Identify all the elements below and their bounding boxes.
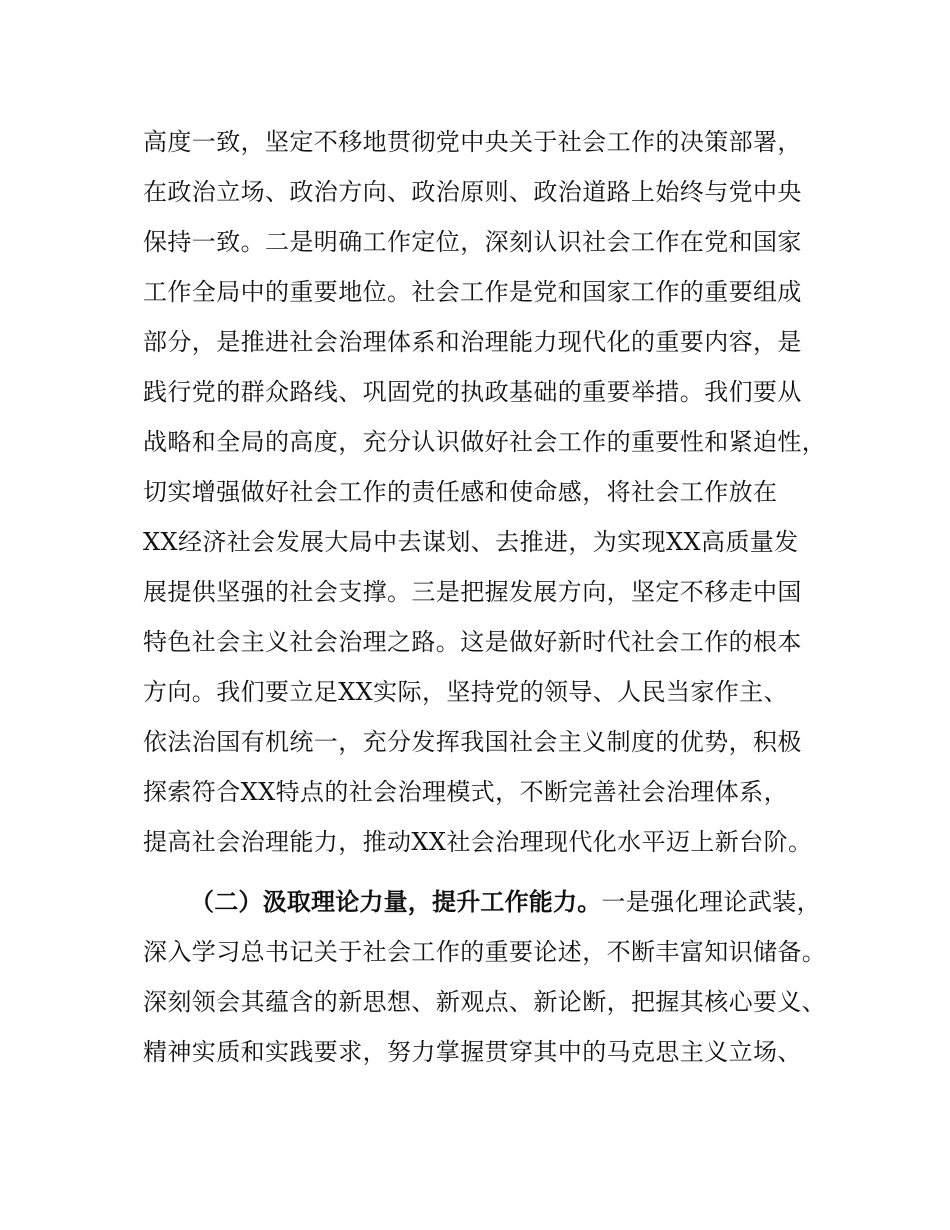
paragraph-2-line-3: 深刻领会其蕴含的新思想、新观点、新论断，把握其核心要义、	[143, 988, 827, 1016]
paragraph-1-line-13: 依法治国有机统一，充分发挥我国社会主义制度的优势，积极	[143, 728, 802, 756]
paragraph-1-line-8: 切实增强做好社会工作的责任感和使命感，将社会工作放在	[143, 478, 778, 506]
paragraph-2-line-1	[190, 887, 821, 917]
paragraph-1-line-2: 在政治立场、政治方向、政治原则、政治道路上始终与党中央	[143, 178, 802, 206]
paragraph-2-line-2: 深入学习总书记关于社会工作的重要论述，不断丰富知识储备。	[143, 938, 827, 966]
section-first-line-text: 一是强化理论武装，	[601, 888, 822, 916]
paragraph-1-line-5: 部分，是推进社会治理体系和治理能力现代化的重要内容，是	[143, 328, 802, 356]
paragraph-1-line-14: 探索符合XX特点的社会治理模式，不断完善社会治理体系，	[143, 778, 788, 806]
paragraph-2-line-4: 精神实质和实践要求，努力掌握贯穿其中的马克思主义立场、	[143, 1038, 802, 1066]
paragraph-1-line-12: 方向。我们要立足XX实际，坚持党的领导、人民当家作主、	[143, 678, 788, 706]
paragraph-1-line-9: XX经济社会发展大局中去谋划、去推进，为实现XX高质量发	[143, 528, 799, 556]
paragraph-1-line-1: 高度一致，坚定不移地贯彻党中央关于社会工作的决策部署，	[143, 128, 802, 156]
paragraph-1-line-3: 保持一致。二是明确工作定位，深刻认识社会工作在党和国家	[143, 228, 802, 256]
paragraph-1-line-4: 工作全局中的重要地位。社会工作是党和国家工作的重要组成	[143, 278, 802, 306]
paragraph-1-line-11: 特色社会主义社会治理之路。这是做好新时代社会工作的根本	[143, 628, 802, 656]
paragraph-1-line-10: 展提供坚强的社会支撑。三是把握发展方向，坚定不移走中国	[143, 578, 802, 606]
paragraph-1-line-15: 提高社会治理能力，推动XX社会治理现代化水平迈上新台阶。	[143, 828, 813, 856]
paragraph-1-line-6: 践行党的群众路线、巩固党的执政基础的重要举措。我们要从	[143, 378, 802, 406]
section-heading: （二）汲取理论力量，提升工作能力。	[190, 888, 602, 916]
paragraph-1-line-7: 战略和全局的高度，充分认识做好社会工作的重要性和紧迫性，	[143, 428, 827, 456]
